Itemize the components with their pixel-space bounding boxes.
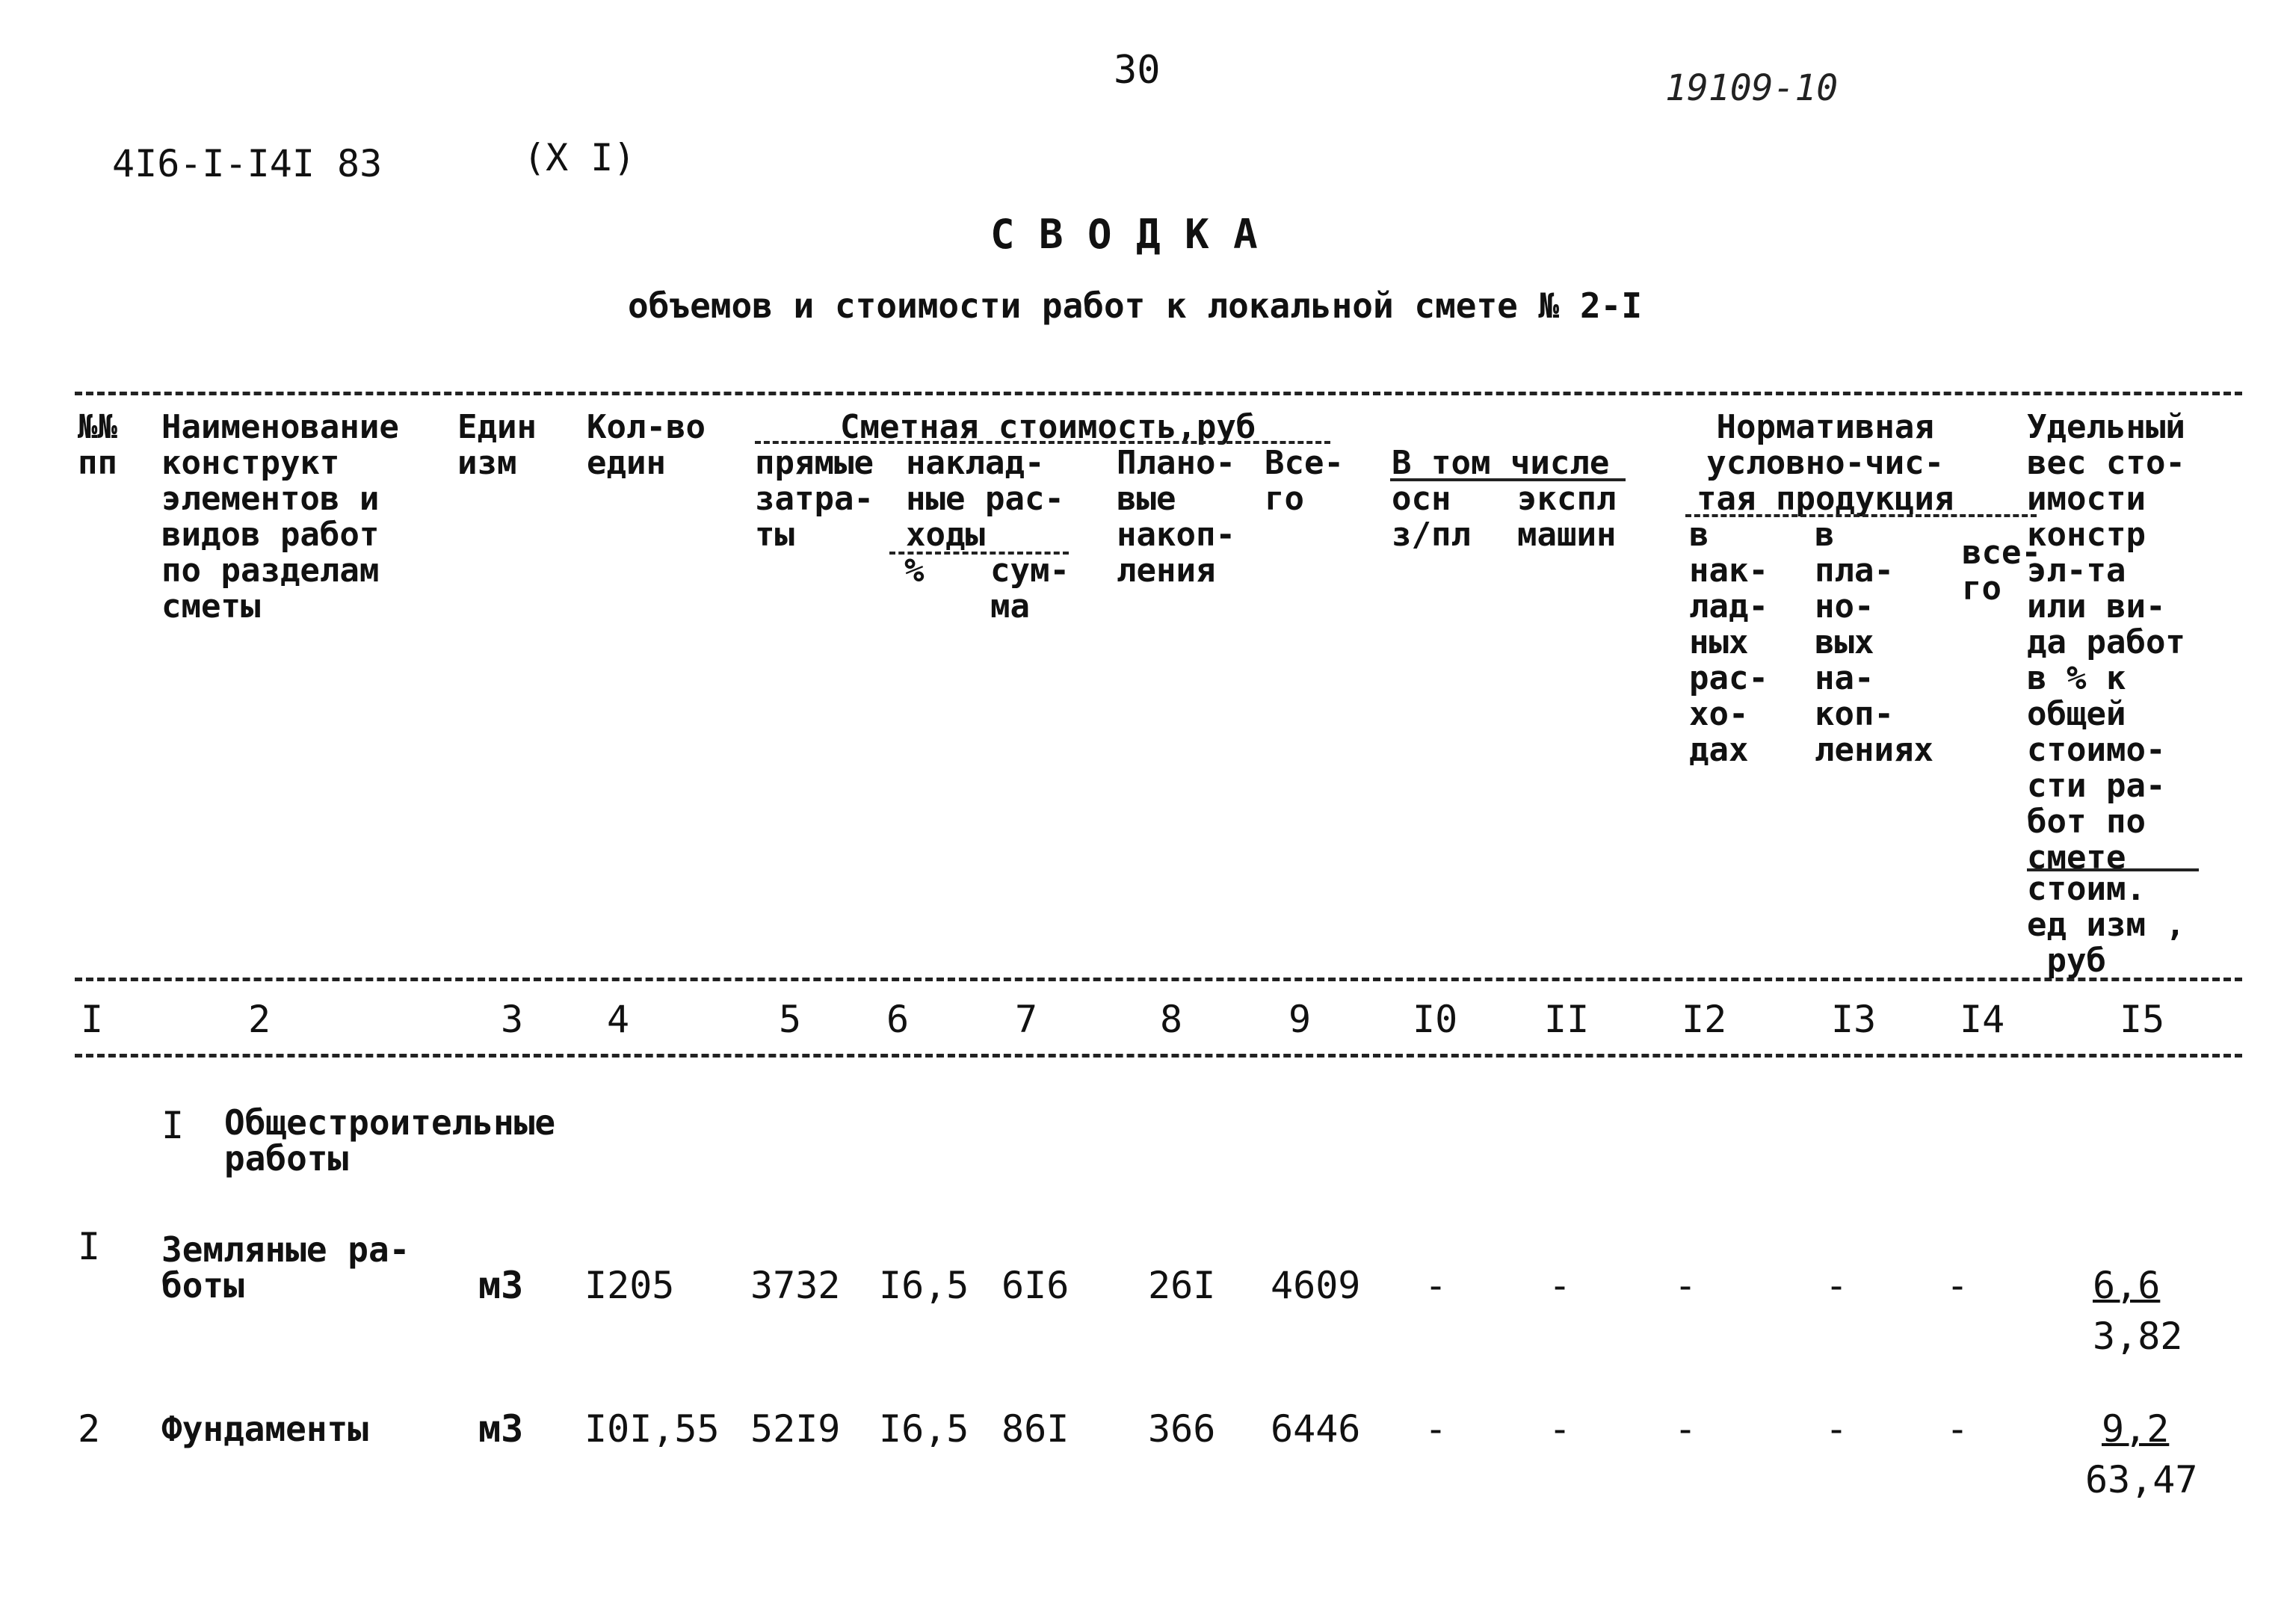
col-number-5: 5 <box>779 998 802 1041</box>
section-title: Общестроительные работы <box>224 1102 556 1179</box>
row-normative-total: - <box>1946 1407 1969 1451</box>
page-title: С В О Д К А <box>990 211 1258 258</box>
col-group-estimated-cost: Сметная стоимость,руб <box>840 408 1256 446</box>
col-number-12: I2 <box>1682 998 1727 1041</box>
document-code: 19109-10 <box>1665 67 1839 109</box>
row-quantity: I0I,55 <box>584 1407 720 1451</box>
page-subtitle: объемов и стоимости работ к локальной смете № 2-I <box>628 285 1643 326</box>
col-header-total: Все- го <box>1265 444 1344 518</box>
col-header-overhead-percent: % <box>904 552 925 590</box>
row-overhead-percent: I6,5 <box>879 1264 969 1307</box>
col-header-in-overhead: в нак- лад- ных рас- хо- дах <box>1689 516 1768 769</box>
col-header-base-wages: осн з/пл <box>1392 480 1471 554</box>
col-header-name: Наименование конструкт элементов и видов работ по разделам сметы <box>161 408 399 626</box>
table-top-rule <box>75 392 2242 395</box>
col-number-11: II <box>1544 998 1590 1041</box>
row-total: 4609 <box>1271 1264 1361 1307</box>
row-name: Земляные ра- боты <box>161 1229 410 1306</box>
row-in-overhead: - <box>1674 1407 1697 1451</box>
col-header-planned-savings: Плано- вые накоп- ления <box>1117 444 1235 590</box>
row-direct-costs: 52I9 <box>750 1407 841 1451</box>
col-header-specific-weight: Удельный вес сто- имости констр эл-та или ви- да работ в % к общей стоимо- сти ра- бот по смете <box>2027 408 2185 877</box>
col-number-13: I3 <box>1831 998 1877 1041</box>
row-specific-weight: 9,2 <box>2102 1407 2170 1451</box>
col-header-direct-costs: прямые затра- ты <box>755 444 874 554</box>
row-specific-weight: 6,6 <box>2093 1264 2161 1307</box>
col-number-7: 7 <box>1015 998 1038 1041</box>
row-unit: м3 <box>478 1264 524 1307</box>
row-planned-savings: 26I <box>1148 1264 1216 1307</box>
row-unit-cost: 63,47 <box>2085 1458 2198 1501</box>
col-number-15: I5 <box>2120 998 2165 1041</box>
col-number-10: I0 <box>1413 998 1458 1041</box>
row-quantity: I205 <box>584 1264 675 1307</box>
row-in-planned-savings: - <box>1825 1264 1848 1307</box>
col-header-unit-cost: стоим. ед изм , руб <box>2027 870 2185 980</box>
part-number: (X I) <box>523 136 636 179</box>
row-planned-savings: 366 <box>1148 1407 1216 1451</box>
row-name: Фундаменты <box>161 1409 368 1449</box>
col-number-4: 4 <box>607 998 630 1041</box>
col-header-overhead-sum: сум- ма <box>990 552 1070 626</box>
col-number-9: 9 <box>1288 998 1312 1041</box>
col-number-14: I4 <box>1960 998 2005 1041</box>
row-overhead-percent: I6,5 <box>879 1407 969 1451</box>
col-header-overhead: наклад- ные рас- ходы <box>906 444 1064 554</box>
col-number-2: 2 <box>248 998 271 1041</box>
table-header-bottom-rule <box>75 978 2242 981</box>
col-header-machine-operation: экспл машин <box>1517 480 1617 554</box>
col-number-3: 3 <box>501 998 524 1041</box>
col-header-normative-total: все- го <box>1962 534 2041 608</box>
row-machine-operation: - <box>1549 1264 1572 1307</box>
row-machine-operation: - <box>1549 1407 1572 1451</box>
page-number: 30 <box>1114 48 1161 93</box>
row-total: 6446 <box>1271 1407 1361 1451</box>
row-normative-total: - <box>1946 1264 1969 1307</box>
section-number: I <box>161 1104 185 1147</box>
row-number: I <box>78 1225 101 1268</box>
project-code: 4I6-I-I4I 83 <box>112 142 383 185</box>
row-overhead-sum: 86I <box>1001 1407 1070 1451</box>
col-header-number: №№ пп <box>78 408 117 482</box>
col-group-normative-net-production: Нормативная условно-чис- тая продукция <box>1697 408 1954 518</box>
row-unit: м3 <box>478 1407 524 1451</box>
row-direct-costs: 3732 <box>750 1264 841 1307</box>
row-in-planned-savings: - <box>1825 1407 1848 1451</box>
row-in-overhead: - <box>1674 1264 1697 1307</box>
row-unit-cost: 3,82 <box>2093 1315 2183 1358</box>
row-base-wages: - <box>1425 1264 1448 1307</box>
col-number-6: 6 <box>886 998 910 1041</box>
column-numbers-bottom-rule <box>75 1054 2242 1058</box>
col-header-quantity: Кол-во един <box>587 408 706 482</box>
row-number: 2 <box>78 1407 101 1451</box>
row-overhead-sum: 6I6 <box>1001 1264 1070 1307</box>
col-group-including: В том числе <box>1392 444 1610 482</box>
col-number-1: I <box>81 998 104 1041</box>
col-header-in-planned-savings: в пла- но- вых на- коп- лениях <box>1815 516 1933 769</box>
row-base-wages: - <box>1425 1407 1448 1451</box>
col-number-8: 8 <box>1160 998 1183 1041</box>
col-header-unit: Един изм <box>457 408 537 482</box>
